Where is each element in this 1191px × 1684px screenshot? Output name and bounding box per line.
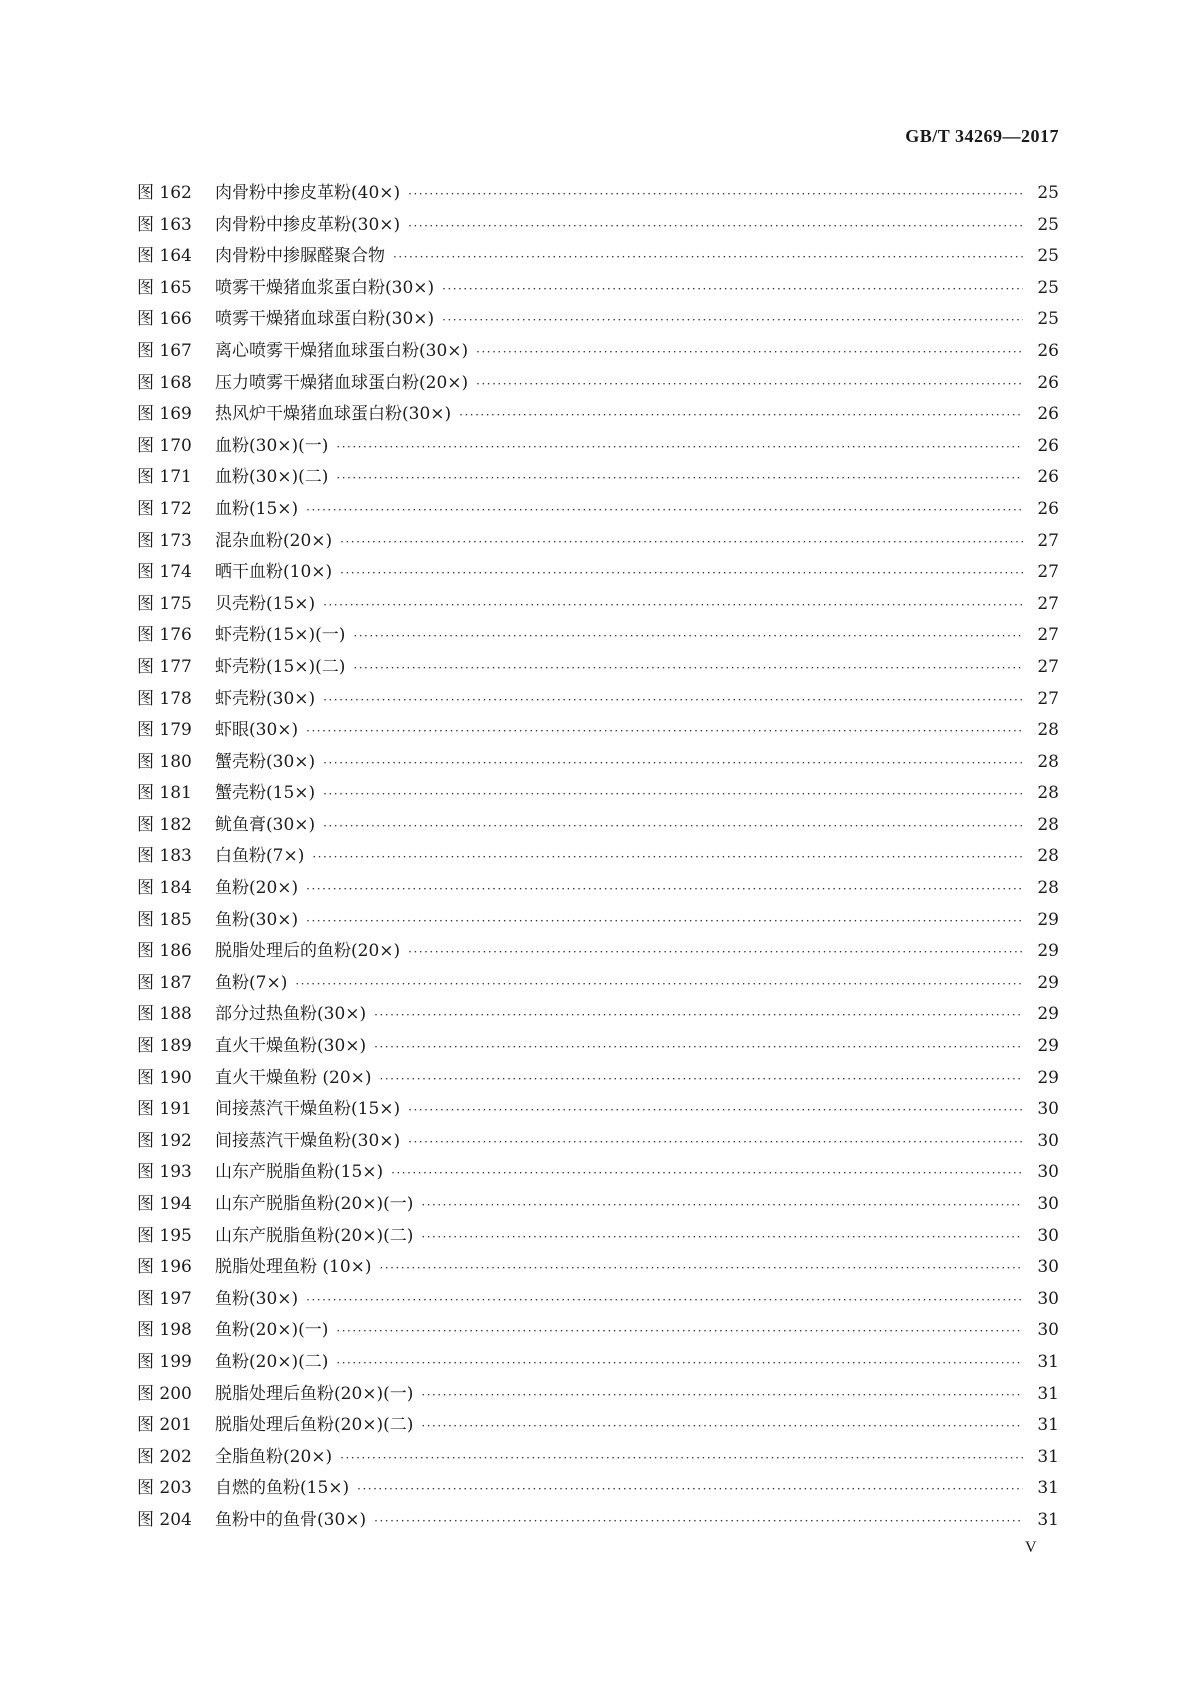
dot-leader (421, 1411, 1023, 1443)
figure-title: 虾壳粉(15×)(一) (215, 625, 346, 646)
figure-number: 图 171 (137, 467, 192, 488)
figure-number: 图 178 (137, 688, 192, 709)
page-number: 31 (1037, 1509, 1059, 1530)
dot-leader (408, 937, 1023, 969)
dot-leader (442, 305, 1023, 337)
dot-leader (408, 179, 1023, 211)
dot-leader (421, 1380, 1023, 1412)
figure-title: 脱脂处理后鱼粉(20×)(二) (215, 1415, 414, 1436)
figure-title: 脱脂处理鱼粉 (10×) (215, 1257, 372, 1278)
figure-number: 图 186 (137, 941, 192, 962)
figure-number: 图 187 (137, 972, 192, 993)
figure-title: 血粉(30×)(二) (215, 467, 329, 488)
figure-title: 混杂血粉(20×) (215, 530, 333, 551)
page-number: 27 (1037, 656, 1059, 677)
dot-leader (476, 369, 1023, 401)
figure-number: 图 172 (137, 498, 192, 519)
dot-leader (353, 621, 1023, 653)
toc-entry (137, 589, 1059, 621)
toc-entry (137, 462, 1059, 494)
toc-entry (137, 1189, 1059, 1221)
toc-entry (137, 684, 1059, 716)
figure-number: 图 162 (137, 183, 192, 203)
toc-entry (137, 620, 1059, 652)
page-number: 25 (1037, 183, 1059, 203)
page-number: 28 (1037, 846, 1059, 867)
toc-entry (137, 1063, 1059, 1095)
figure-number: 图 173 (137, 530, 192, 551)
figure-number: 图 202 (137, 1446, 192, 1467)
figure-number: 图 163 (137, 214, 192, 235)
dot-leader (306, 495, 1023, 527)
figure-number: 图 174 (137, 562, 192, 583)
dot-leader (323, 590, 1023, 622)
page-number: 28 (1037, 878, 1059, 899)
toc-entry (137, 1252, 1059, 1284)
toc-entry (137, 399, 1059, 431)
dot-leader (295, 969, 1023, 1001)
toc-entry (137, 273, 1059, 305)
figure-number: 图 196 (137, 1257, 192, 1278)
figure-number: 图 176 (137, 625, 192, 646)
page-number: 26 (1037, 467, 1059, 488)
page-number: 28 (1037, 720, 1059, 741)
figure-number: 图 198 (137, 1320, 192, 1341)
figure-title: 鱼粉(30×) (215, 909, 299, 930)
figure-number: 图 193 (137, 1162, 192, 1183)
toc-entry (137, 1410, 1059, 1442)
figure-number: 图 192 (137, 1130, 192, 1151)
page-number: 30 (1037, 1257, 1059, 1278)
figure-number: 图 175 (137, 593, 192, 614)
figure-title: 鱼粉中的鱼骨(30×) (215, 1509, 367, 1530)
toc-entry (137, 368, 1059, 400)
page-number: 29 (1037, 909, 1059, 930)
figure-number: 图 197 (137, 1288, 192, 1309)
figure-number: 图 190 (137, 1067, 192, 1088)
toc-entry (137, 778, 1059, 810)
figure-number: 图 185 (137, 909, 192, 930)
dot-leader (323, 811, 1023, 843)
toc-entry (137, 841, 1059, 873)
toc-entry (137, 178, 1059, 210)
figure-title: 虾壳粉(30×) (215, 688, 316, 709)
page-number: 27 (1037, 562, 1059, 583)
page-number: 27 (1037, 530, 1059, 551)
figure-title: 喷雾干燥猪血球蛋白粉(30×) (215, 309, 435, 330)
toc-entry (137, 557, 1059, 589)
page-number: 31 (1037, 1351, 1059, 1372)
toc-entry (137, 1379, 1059, 1411)
toc-entry (137, 431, 1059, 463)
figure-title: 全脂鱼粉(20×) (215, 1446, 333, 1467)
dot-leader (442, 274, 1023, 306)
figure-title: 山东产脱脂鱼粉(20×)(一) (215, 1194, 414, 1214)
figure-number: 图 167 (137, 340, 192, 361)
page-number: 29 (1037, 972, 1059, 993)
figure-title: 血粉(15×) (215, 498, 299, 519)
dot-leader (421, 1190, 1023, 1222)
page-number: 30 (1037, 1162, 1059, 1183)
figure-title: 脱脂处理后的鱼粉(20×) (215, 941, 401, 962)
toc-entry (137, 1347, 1059, 1379)
figure-title: 喷雾干燥猪血浆蛋白粉(30×) (215, 277, 435, 298)
figure-title: 热风炉干燥猪血球蛋白粉(30×) (215, 404, 452, 425)
figure-number: 图 182 (137, 814, 192, 835)
figure-title: 鱼粉(20×)(二) (215, 1351, 329, 1372)
figure-title: 鱼粉(30×) (215, 1288, 299, 1309)
page-number: 26 (1037, 372, 1059, 393)
page-number: 30 (1037, 1320, 1059, 1341)
dot-leader (306, 874, 1023, 906)
figure-number: 图 170 (137, 435, 192, 456)
figure-title: 直火干燥鱼粉(30×) (215, 1036, 367, 1057)
figure-title: 部分过热鱼粉(30×) (215, 1004, 367, 1025)
page-number: 26 (1037, 435, 1059, 456)
figure-title: 鱿鱼膏(30×) (215, 814, 316, 835)
figure-title: 鱼粉(20×)(一) (215, 1320, 329, 1341)
page-number: 26 (1037, 340, 1059, 361)
figure-number: 图 168 (137, 372, 192, 393)
dot-leader (336, 432, 1023, 464)
figure-number: 图 203 (137, 1478, 192, 1499)
figure-number: 图 183 (137, 846, 192, 867)
figure-title: 虾壳粉(15×)(二) (215, 656, 346, 677)
figure-title: 间接蒸汽干燥鱼粉(15×) (215, 1099, 401, 1120)
page-number: 25 (1037, 277, 1059, 298)
dot-leader (306, 716, 1023, 748)
toc-entry (137, 210, 1059, 242)
figure-number: 图 184 (137, 878, 192, 899)
page-number: 31 (1037, 1383, 1059, 1404)
toc-entry (137, 873, 1059, 905)
page-number: 29 (1037, 1036, 1059, 1057)
figure-number: 图 194 (137, 1194, 192, 1214)
dot-leader (336, 1348, 1023, 1380)
toc-entry (137, 336, 1059, 368)
page-folio: V (1025, 1539, 1037, 1556)
page-number: 30 (1037, 1194, 1059, 1214)
toc-entry (137, 1126, 1059, 1158)
figure-title: 血粉(30×)(一) (215, 435, 329, 456)
page-number: 29 (1037, 1004, 1059, 1025)
figure-title: 间接蒸汽干燥鱼粉(30×) (215, 1130, 401, 1151)
page-number: 25 (1037, 246, 1059, 267)
figure-number: 图 191 (137, 1099, 192, 1120)
toc-entry (137, 1221, 1059, 1253)
dot-leader (408, 1127, 1023, 1159)
figure-number: 图 181 (137, 783, 192, 804)
toc-entry (137, 652, 1059, 684)
figure-title: 蟹壳粉(15×) (215, 783, 316, 804)
page-number: 26 (1037, 498, 1059, 519)
toc-entry (137, 968, 1059, 1000)
toc-entry (137, 936, 1059, 968)
figure-title: 鱼粉(20×) (215, 878, 299, 899)
dot-leader (323, 685, 1023, 717)
dot-leader (336, 463, 1023, 495)
figure-number: 图 199 (137, 1351, 192, 1372)
page-number: 31 (1037, 1415, 1059, 1436)
toc-entry (137, 747, 1059, 779)
dot-leader (421, 1222, 1023, 1254)
page-number: 28 (1037, 783, 1059, 804)
standard-code: GB/T 34269—2017 (905, 126, 1059, 146)
figure-title: 晒干血粉(10×) (215, 562, 333, 583)
dot-leader (353, 653, 1023, 685)
page-number: 28 (1037, 751, 1059, 772)
figure-title: 蟹壳粉(30×) (215, 751, 316, 772)
toc-entry (137, 526, 1059, 558)
page-number: 31 (1037, 1446, 1059, 1467)
figure-title: 离心喷雾干燥猪血球蛋白粉(30×) (215, 340, 469, 361)
page-number: 29 (1037, 941, 1059, 962)
dot-leader (340, 1443, 1023, 1475)
figure-number: 图 189 (137, 1036, 192, 1057)
table-of-contents (137, 178, 1059, 1537)
dot-leader (393, 242, 1023, 274)
dot-leader (374, 1506, 1023, 1538)
toc-entry (137, 1473, 1059, 1505)
figure-title: 脱脂处理后鱼粉(20×)(一) (215, 1383, 414, 1404)
dot-leader (476, 337, 1023, 369)
dot-leader (380, 1253, 1023, 1285)
figure-title: 肉骨粉中掺皮革粉(40×) (215, 183, 401, 203)
page-number: 31 (1037, 1478, 1059, 1499)
page-number: 26 (1037, 404, 1059, 425)
figure-title: 直火干燥鱼粉 (20×) (215, 1067, 372, 1088)
dot-leader (391, 1158, 1023, 1190)
figure-title: 肉骨粉中掺皮革粉(30×) (215, 214, 401, 235)
dot-leader (408, 211, 1023, 243)
figure-title: 山东产脱脂鱼粉(20×)(二) (215, 1225, 414, 1246)
toc-entry (137, 999, 1059, 1031)
dot-leader (306, 906, 1023, 938)
toc-entry (137, 1157, 1059, 1189)
dot-leader (340, 558, 1023, 590)
page-number: 27 (1037, 688, 1059, 709)
figure-number: 图 166 (137, 309, 192, 330)
dot-leader (306, 1285, 1023, 1317)
page-number: 30 (1037, 1225, 1059, 1246)
figure-number: 图 200 (137, 1383, 192, 1404)
figure-number: 图 201 (137, 1415, 192, 1436)
figure-title: 肉骨粉中掺脲醛聚合物 (215, 246, 385, 267)
page-number: 25 (1037, 309, 1059, 330)
page-number: 30 (1037, 1288, 1059, 1309)
figure-number: 图 177 (137, 656, 192, 677)
dot-leader (408, 1095, 1023, 1127)
figure-title: 山东产脱脂鱼粉(15×) (215, 1162, 384, 1183)
toc-entry (137, 715, 1059, 747)
dot-leader (323, 779, 1023, 811)
figure-title: 自燃的鱼粉(15×) (215, 1478, 350, 1499)
toc-entry (137, 1505, 1059, 1537)
figure-number: 图 169 (137, 404, 192, 425)
page-number: 30 (1037, 1099, 1059, 1120)
figure-title: 虾眼(30×) (215, 720, 299, 741)
toc-entry (137, 1284, 1059, 1316)
dot-leader (357, 1474, 1023, 1506)
toc-entry (137, 304, 1059, 336)
dot-leader (374, 1032, 1023, 1064)
toc-entry (137, 1094, 1059, 1126)
dot-leader (459, 400, 1023, 432)
figure-number: 图 179 (137, 720, 192, 741)
figure-number: 图 188 (137, 1004, 192, 1025)
dot-leader (336, 1316, 1023, 1348)
figure-title: 白鱼粉(7×) (215, 846, 305, 867)
toc-entry (137, 810, 1059, 842)
figure-title: 贝壳粉(15×) (215, 593, 316, 614)
figure-title: 鱼粉(7×) (215, 972, 288, 993)
figure-number: 图 164 (137, 246, 192, 267)
toc-entry (137, 1315, 1059, 1347)
figure-number: 图 165 (137, 277, 192, 298)
toc-entry (137, 494, 1059, 526)
page-number: 27 (1037, 625, 1059, 646)
figure-number: 图 204 (137, 1509, 192, 1530)
dot-leader (323, 748, 1023, 780)
page-number: 25 (1037, 214, 1059, 235)
dot-leader (340, 527, 1023, 559)
page-number: 28 (1037, 814, 1059, 835)
figure-number: 图 180 (137, 751, 192, 772)
toc-entry (137, 1442, 1059, 1474)
page-number: 30 (1037, 1130, 1059, 1151)
page-number: 27 (1037, 593, 1059, 614)
dot-leader (374, 1000, 1023, 1032)
toc-entry (137, 905, 1059, 937)
dot-leader (312, 842, 1023, 874)
toc-entry (137, 1031, 1059, 1063)
dot-leader (380, 1064, 1023, 1096)
toc-entry (137, 241, 1059, 273)
figure-number: 图 195 (137, 1225, 192, 1246)
figure-title: 压力喷雾干燥猪血球蛋白粉(20×) (215, 372, 469, 393)
page-number: 29 (1037, 1067, 1059, 1088)
